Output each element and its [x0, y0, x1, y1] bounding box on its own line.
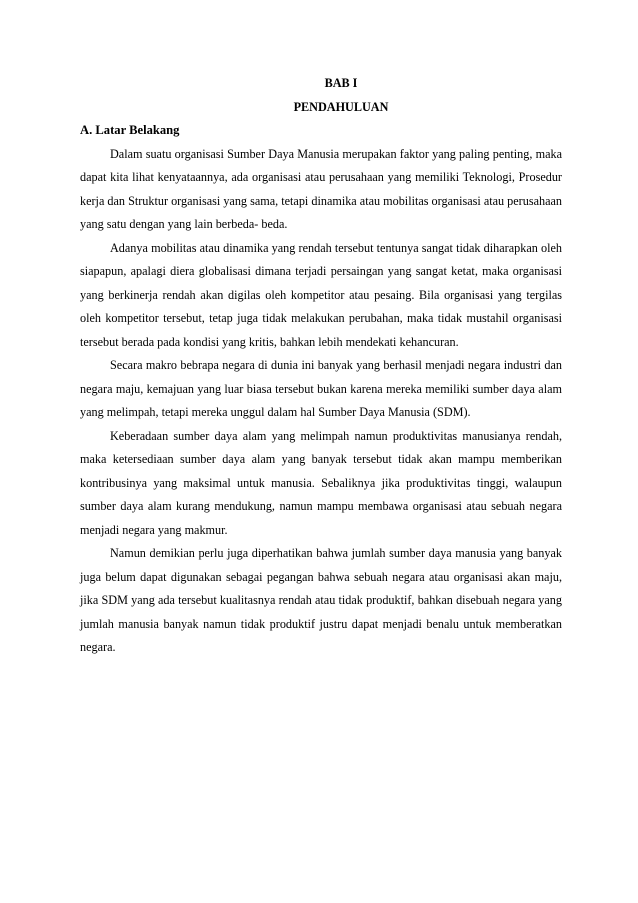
- paragraph: Keberadaan sumber daya alam yang melimpah namun produktivitas manusianya rendah, maka ketersediaan sumber daya alam yang banyak tersebut tidak akan mampu memberikan kontribusinya yang maksimal untuk manusia. Sebaliknya jika produktivitas tinggi, walaupun sumber daya alam kurang mendukung, namun mampu membawa organisasi atau sebuah negara menjadi negara yang makmur.: [80, 428, 562, 537]
- paragraph: Namun demikian perlu juga diperhatikan bahwa jumlah sumber daya manusia yang banyak juga belum dapat digunakan sebagai pegangan bahwa sebuah negara atau organisasi akan maju, jika SDM yang ada tersebut kualitasnya rendah atau tidak produktif, bahkan disebuah negara yang jumlah manusia banyak namun tidak produktif justru dapat menjadi benalu untuk memberatkan negara.: [80, 546, 562, 654]
- paragraph: Secara makro bebrapa negara di dunia ini banyak yang berhasil menjadi negara industri dan negara maju, kemajuan yang luar biasa tersebut bukan karena mereka memiliki sumber daya alam yang melimpah, tetapi mereka unggul dalam hal Sumber Daya Manusia (SDM).: [80, 358, 562, 419]
- chapter-number: BAB I: [324, 76, 358, 90]
- page-content: [80, 72, 562, 660]
- chapter-title: PENDAHULUAN: [293, 99, 389, 114]
- section-heading: A. Latar Belakang: [80, 123, 180, 137]
- paragraph: Adanya mobilitas atau dinamika yang rendah tersebut tentunya sangat tidak diharapkan oleh siapapun, apalagi diera globalisasi dimana terjadi persaingan yang sangat ketat, maka organisasi yang berkinerja rendah akan digilas oleh kompetitor atau pesaing. Bila organisasi yang tergilas oleh kompetitor tersebut, tetap juga tidak melakukan perubahan, maka tidak mustahil organisasi tersebut berada pada kondisi yang kritis, bahkan lebih mendekati kehancuran.: [80, 240, 562, 349]
- paragraph: Dalam suatu organisasi Sumber Daya Manusia merupakan faktor yang paling penting, maka dapat kita lihat kenyataannya, ada organisasi atau perusahaan yang memiliki Teknologi, Prosedur kerja dan Struktur organisasi yang sama, tetapi dinamika atau mobilitas organisasi atau perusahaan yang satu dengan yang lain berbeda- beda.: [80, 146, 562, 231]
